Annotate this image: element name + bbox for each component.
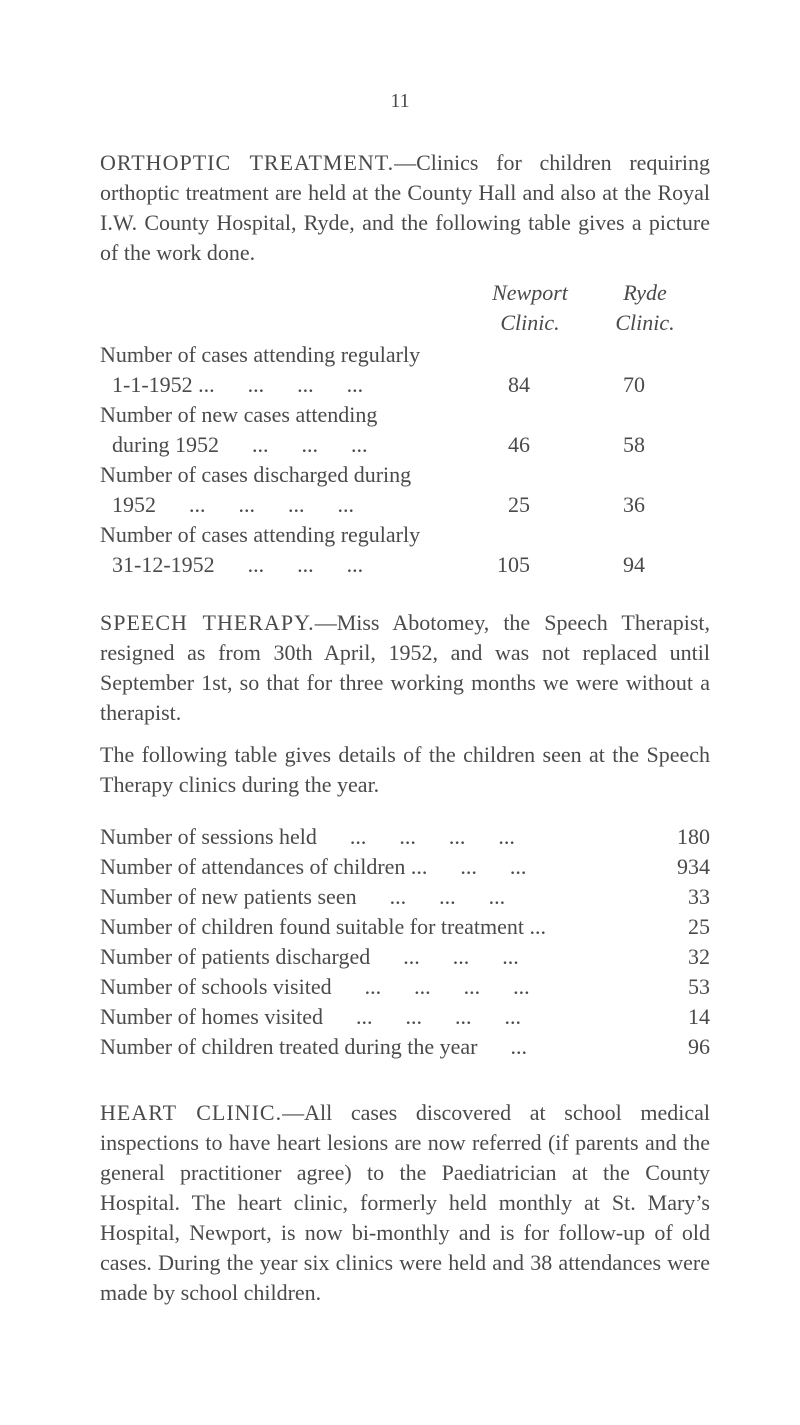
heart-heading: HEART CLINIC. xyxy=(100,1100,283,1125)
heart-text: —All cases discovered at school medical inspections to have heart lesions are now referred (if parents and the general practitioner agree) to the Paediatrician at the County Hospital. The heart clinic, formerly held monthly at St. Mary’s Hospital, Newport, is now bi-monthly and is for follow-up of old cases. During the year six clinics were held and 38 attendances were made by school children. xyxy=(100,1100,710,1305)
orthoptic-paragraph xyxy=(100,148,710,268)
speech-table xyxy=(100,822,710,1062)
speech-row: Number of schools visited ... ... ... ... 53 xyxy=(100,974,710,999)
clinic-row-ryde-value: 36 xyxy=(623,492,645,517)
speech-row: Number of attendances of children ... ... ... 934 xyxy=(100,854,710,879)
speech-heading: SPEECH THERAPY. xyxy=(100,610,315,635)
col-header-ryde-line2: Clinic. xyxy=(615,310,675,335)
speech-row: Number of children found suitable for treatment ... 25 xyxy=(100,914,710,939)
speech-row: Number of children treated during the year ... 96 xyxy=(100,1034,710,1059)
speech-row: Number of sessions held ... ... ... ... 180 xyxy=(100,824,710,849)
clinic-row-newport-value: 46 xyxy=(508,432,530,457)
clinic-row-label: Number of cases attending regularly 1-1-1952 ... ... ... ... xyxy=(100,342,421,397)
speech-text: —Miss Abotomey, the Speech Therapist, resigned as from 30th April, 1952, and was not replaced until September 1st, so that for three working months we were without a therapist. xyxy=(100,610,711,725)
clinic-row-ryde-value: 70 xyxy=(623,372,645,397)
clinic-row-label: Number of cases discharged during 1952 ... ... ... ... xyxy=(100,462,412,517)
col-header-ryde-line1: Ryde xyxy=(623,280,667,305)
col-header-newport-line1: Newport xyxy=(492,280,568,305)
orthoptic-text: —Clinics for children requiring orthoptic treatment are held at the County Hall and also at the Royal I.W. County Hospital, Ryde, and the following table gives a picture of the work done. xyxy=(100,150,710,265)
col-header-newport xyxy=(475,278,585,338)
orthoptic-heading: ORTHOPTIC TREATMENT. xyxy=(100,150,395,175)
clinic-row-newport-value: 105 xyxy=(497,552,530,577)
col-header-ryde xyxy=(590,278,700,338)
speech-row: Number of new patients seen ... ... ... 33 xyxy=(100,884,710,909)
clinic-row-label: Number of new cases attending during 1952 ... ... ... xyxy=(100,402,378,457)
col-header-newport-line2: Clinic. xyxy=(500,310,560,335)
clinic-row-ryde-value: 58 xyxy=(623,432,645,457)
clinic-row-newport-value: 84 xyxy=(508,372,530,397)
clinic-row-ryde-value: 94 xyxy=(623,552,645,577)
clinic-row-label: Number of cases attending regularly 31-12-1952 ... ... ... xyxy=(100,522,421,577)
speech-row: Number of patients discharged ... ... ... 32 xyxy=(100,944,710,969)
speech-intro: The following table gives details of the children seen at the Speech Therapy clinics during the year. xyxy=(100,742,710,797)
speech-paragraph xyxy=(100,608,710,728)
speech-row: Number of homes visited ... ... ... ... 14 xyxy=(100,1004,710,1029)
page-number: 11 xyxy=(390,90,410,112)
heart-paragraph xyxy=(100,1098,710,1308)
clinic-row-newport-value: 25 xyxy=(508,492,530,517)
